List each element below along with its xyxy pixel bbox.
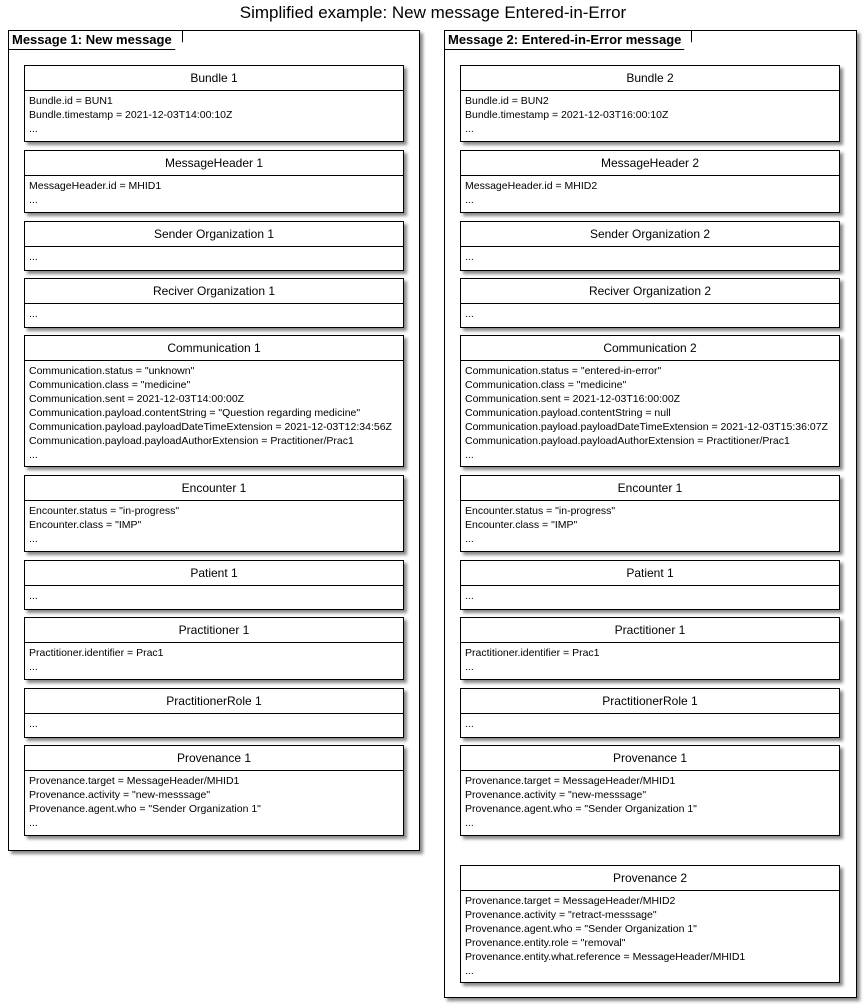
object-attributes [461, 247, 839, 267]
attribute-line: Communication.payload.payloadAuthorExtension = Practitioner/Prac1 [465, 435, 790, 447]
object-title: Reciver Organization 2 [461, 279, 839, 304]
attribute-line: ... [29, 590, 38, 602]
object-provenance-2 [460, 865, 840, 983]
attribute-line: Encounter.status = "in-progress" [29, 505, 180, 517]
attribute-line: ... [465, 449, 474, 461]
attribute-line: ... [29, 194, 38, 206]
object-attributes [461, 643, 839, 677]
attribute-line: Communication.status = "unknown" [29, 365, 195, 377]
object-title: Patient 1 [461, 561, 839, 586]
object-communication-1 [24, 335, 404, 467]
object-encounter-1 [24, 475, 404, 552]
object-title: Sender Organization 1 [25, 222, 403, 247]
attribute-line: ... [465, 965, 474, 977]
attribute-line: Bundle.timestamp = 2021-12-03T16:00:10Z [465, 109, 669, 121]
object-attributes [25, 643, 403, 677]
attribute-line: ... [465, 251, 474, 263]
attribute-line: Provenance.agent.who = "Sender Organization 1" [29, 803, 261, 815]
attribute-line: Encounter.class = "IMP" [29, 519, 142, 531]
object-provenance-1 [460, 745, 840, 836]
attribute-line: ... [465, 194, 474, 206]
object-attributes [25, 91, 403, 139]
attribute-line: Provenance.activity = "new-messsage" [29, 789, 211, 801]
attribute-line: Communication.payload.payloadDateTimeExtension = 2021-12-03T15:36:07Z [465, 421, 828, 433]
object-attributes [461, 891, 839, 981]
attribute-line: Provenance.activity = "new-messsage" [465, 789, 647, 801]
object-title: Reciver Organization 1 [25, 279, 403, 304]
object-messageheader-2 [460, 150, 840, 213]
attribute-line: ... [465, 590, 474, 602]
object-bundle-1 [24, 65, 404, 142]
object-attributes [461, 361, 839, 465]
attribute-line: ... [465, 308, 474, 320]
package-label: Message 2: Entered-in-Error message [445, 31, 692, 50]
object-attributes [461, 501, 839, 549]
attribute-line: Encounter.status = "in-progress" [465, 505, 616, 517]
attribute-line: ... [465, 123, 474, 135]
object-practitionerrole-1 [24, 688, 404, 738]
object-attributes [461, 91, 839, 139]
attribute-line: Practitioner.identifier = Prac1 [465, 647, 600, 659]
object-attributes [25, 361, 403, 465]
object-attributes [25, 304, 403, 324]
object-attributes [25, 771, 403, 833]
object-reciver-organization-1 [24, 278, 404, 328]
object-title: Provenance 1 [25, 746, 403, 771]
object-practitioner-1 [460, 617, 840, 680]
object-title: Communication 2 [461, 336, 839, 361]
attribute-line: Bundle.timestamp = 2021-12-03T14:00:10Z [29, 109, 233, 121]
attribute-line: ... [29, 251, 38, 263]
object-title: Practitioner 1 [461, 618, 839, 643]
attribute-line: ... [465, 817, 474, 829]
object-encounter-1 [460, 475, 840, 552]
object-attributes [461, 586, 839, 606]
attribute-line: Provenance.entity.role = "removal" [465, 937, 626, 949]
attribute-line: Bundle.id = BUN2 [465, 95, 549, 107]
attribute-line: ... [29, 718, 38, 730]
attribute-line: Communication.sent = 2021-12-03T14:00:00Z [29, 393, 245, 405]
object-title: Provenance 1 [461, 746, 839, 771]
object-title: Provenance 2 [461, 866, 839, 891]
attribute-line: Practitioner.identifier = Prac1 [29, 647, 164, 659]
attribute-line: ... [465, 661, 474, 673]
attribute-line: ... [29, 123, 38, 135]
attribute-line: ... [465, 533, 474, 545]
attribute-line: ... [29, 817, 38, 829]
object-title: Sender Organization 2 [461, 222, 839, 247]
attribute-line: Bundle.id = BUN1 [29, 95, 113, 107]
object-attributes [25, 501, 403, 549]
object-provenance-1 [24, 745, 404, 836]
attribute-line: Provenance.target = MessageHeader/MHID1 [465, 775, 676, 787]
object-practitionerrole-1 [460, 688, 840, 738]
object-title: Patient 1 [25, 561, 403, 586]
object-title: Encounter 1 [25, 476, 403, 501]
attribute-line: Communication.payload.contentString = null [465, 407, 671, 419]
attribute-line: ... [29, 449, 38, 461]
attribute-line: Communication.payload.payloadAuthorExtension = Practitioner/Prac1 [29, 435, 354, 447]
attribute-line: Communication.sent = 2021-12-03T16:00:00Z [465, 393, 681, 405]
object-attributes [25, 714, 403, 734]
attribute-line: Communication.payload.contentString = "Question regarding medicine" [29, 407, 361, 419]
attribute-line: ... [29, 661, 38, 673]
attribute-line: Provenance.entity.what.reference = MessageHeader/MHID1 [465, 951, 746, 963]
object-title: Communication 1 [25, 336, 403, 361]
attribute-line: Provenance.agent.who = "Sender Organization 1" [465, 923, 697, 935]
attribute-line: ... [465, 718, 474, 730]
object-reciver-organization-2 [460, 278, 840, 328]
attribute-line: Encounter.class = "IMP" [465, 519, 578, 531]
object-sender-organization-2 [460, 221, 840, 271]
attribute-line: MessageHeader.id = MHID2 [465, 180, 598, 192]
object-title: PractitionerRole 1 [461, 689, 839, 714]
object-title: Bundle 1 [25, 66, 403, 91]
attribute-line: Communication.class = "medicine" [29, 379, 191, 391]
attribute-line: Provenance.activity = "retract-messsage" [465, 909, 657, 921]
attribute-line: Provenance.agent.who = "Sender Organization 1" [465, 803, 697, 815]
object-bundle-2 [460, 65, 840, 142]
object-attributes [461, 176, 839, 210]
attribute-line: Communication.payload.payloadDateTimeExtension = 2021-12-03T12:34:56Z [29, 421, 392, 433]
object-messageheader-1 [24, 150, 404, 213]
object-communication-2 [460, 335, 840, 467]
object-attributes [25, 176, 403, 210]
attribute-line: ... [29, 533, 38, 545]
object-attributes [25, 586, 403, 606]
attribute-line: Provenance.target = MessageHeader/MHID2 [465, 895, 676, 907]
object-sender-organization-1 [24, 221, 404, 271]
object-patient-1 [24, 560, 404, 610]
object-title: PractitionerRole 1 [25, 689, 403, 714]
attribute-line: ... [29, 308, 38, 320]
attribute-line: Provenance.target = MessageHeader/MHID1 [29, 775, 240, 787]
attribute-line: Communication.status = "entered-in-error" [465, 365, 662, 377]
object-attributes [461, 714, 839, 734]
object-title: Bundle 2 [461, 66, 839, 91]
object-practitioner-1 [24, 617, 404, 680]
attribute-line: Communication.class = "medicine" [465, 379, 627, 391]
object-title: Encounter 1 [461, 476, 839, 501]
object-attributes [461, 771, 839, 833]
object-title: MessageHeader 2 [461, 151, 839, 176]
object-patient-1 [460, 560, 840, 610]
object-attributes [461, 304, 839, 324]
object-title: Practitioner 1 [25, 618, 403, 643]
package-label: Message 1: New message [9, 31, 183, 50]
object-attributes [25, 247, 403, 267]
diagram-title: Simplified example: New message Entered-in-Error [239, 3, 627, 22]
attribute-line: MessageHeader.id = MHID1 [29, 180, 162, 192]
object-title: MessageHeader 1 [25, 151, 403, 176]
